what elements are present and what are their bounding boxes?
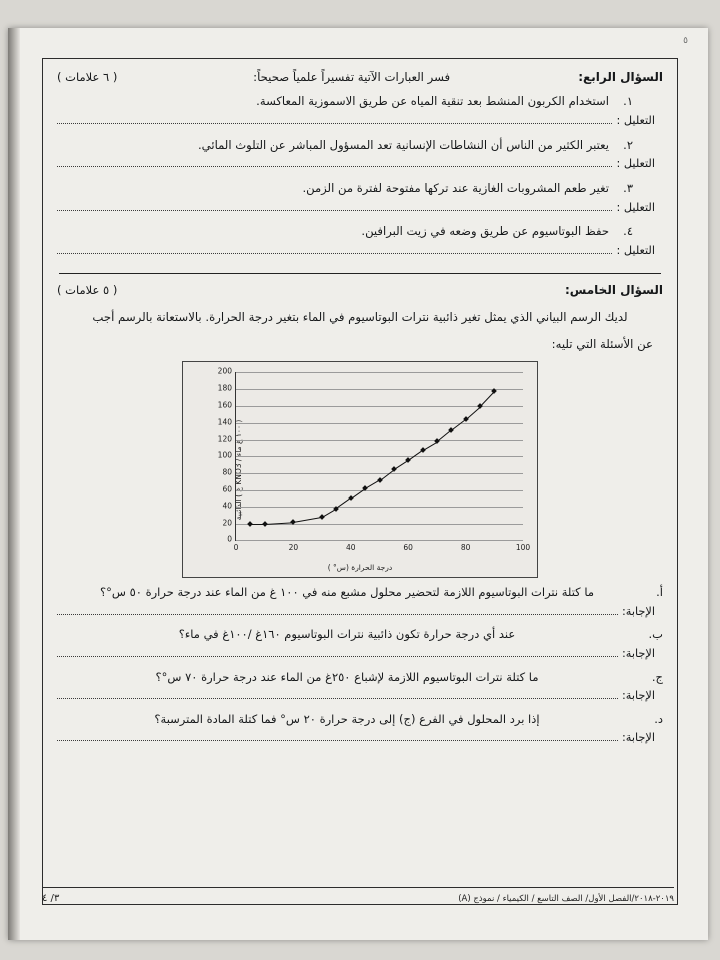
chart-data-point [377, 477, 383, 483]
item-text: يعتبر الكثير من الناس أن النشاطات الإنسانية تعد المسؤول المباشر عن التلوث المائي. [198, 137, 609, 152]
question-4-item [57, 180, 663, 197]
chart-y-tick: 60 [222, 484, 232, 494]
answer-line [57, 243, 663, 259]
item-text: حفظ البوتاسيوم عن طريق وضعه في زيت البرافين. [361, 223, 609, 238]
answer-label: الإجابة: [621, 731, 655, 745]
chart-x-axis-label: درجة الحرارة (س° ) [327, 562, 393, 572]
sub-text: إذا برد المحلول في الفرع (ج) إلى درجة حرارة ٢٠ س° فما كتلة المادة المترسبة؟ [154, 711, 540, 726]
chart-plot-area [217, 366, 531, 553]
answer-dots[interactable] [57, 688, 618, 699]
chart-y-tick: 160 [217, 400, 232, 410]
chart-y-tick: 100 [217, 450, 232, 460]
chart-y-tick: 20 [222, 518, 232, 528]
chart-gridline [236, 490, 523, 491]
question-5-marks: ( ٥ علامات ) [57, 283, 118, 298]
chart-plot [217, 366, 531, 553]
question-4-item [57, 223, 663, 240]
chart-gridline [236, 473, 523, 474]
question-5-sub [57, 711, 663, 728]
chart-y-tick: 200 [217, 366, 232, 376]
question-4-marks: ( ٦ علامات ) [57, 70, 118, 84]
answer-dots[interactable] [57, 730, 618, 741]
chart-x-tick: 0 [233, 543, 239, 553]
item-text: تغير طعم المشروبات الغازية عند تركها مفتوحة لفترة من الزمن. [302, 180, 609, 195]
chart-x-tick: 20 [288, 543, 299, 553]
answer-dots[interactable] [57, 156, 612, 167]
answer-line [57, 646, 663, 662]
chart-gridline [236, 540, 523, 541]
item-number: ٢. [623, 137, 633, 152]
chart-y-tick: 140 [217, 417, 232, 427]
chart-gridline [236, 507, 523, 508]
answer-label: الإجابة: [621, 605, 655, 619]
chart-gridline [236, 389, 523, 390]
page-footer [42, 893, 674, 904]
question-4-header [57, 69, 663, 86]
corner-mark: ٥ [683, 36, 688, 46]
solubility-chart [182, 361, 538, 578]
question-4-title: السؤال الرابع: [578, 70, 663, 84]
sub-letter: د. [654, 711, 663, 726]
chart-gridline [236, 440, 523, 441]
chart-data-point [262, 521, 268, 527]
answer-dots[interactable] [57, 646, 618, 657]
item-number: ١. [623, 94, 633, 109]
chart-y-tick: 80 [222, 467, 232, 477]
question-5-title: السؤال الخامس: [564, 283, 663, 298]
answer-label: التعليل : [616, 200, 655, 214]
answer-label: التعليل : [616, 243, 655, 257]
answer-label: التعليل : [616, 157, 655, 171]
item-number: ٣. [623, 180, 633, 195]
chart-x-tick: 60 [403, 543, 413, 553]
answer-dots[interactable] [57, 200, 612, 211]
answer-line [57, 113, 663, 129]
chart-gridline [236, 372, 523, 373]
question-4-item [57, 137, 663, 154]
answer-line [57, 604, 663, 620]
sub-letter: ج. [651, 669, 663, 684]
item-number: ٤. [623, 223, 633, 238]
page-number: ٣/ ٤ [42, 893, 60, 904]
chart-gridline [236, 456, 523, 457]
question-4-stem: فسر العبارات الآتية تفسيراً علمياً صحيحاً: [253, 70, 451, 84]
footer-divider [42, 887, 674, 888]
exam-content [43, 59, 677, 904]
footer-left-text: ٢٠١٩-٢٠١٨/الفصل الأول/ الصف التاسع / الكيمياء / نموذج (A) [458, 894, 674, 904]
question-5-stem-line-1: لديك الرسم البياني الذي يمثل تغير ذائبية نترات البوتاسيوم في الماء بتغير درجة الحرارة. بالاستعانة بالرسم أجب [92, 310, 628, 325]
chart-x-tick: 100 [515, 543, 531, 553]
answer-line [57, 156, 663, 172]
exam-frame [42, 58, 678, 905]
chart-data-point [348, 496, 354, 502]
answer-label: التعليل : [616, 114, 655, 128]
question-4-item [57, 93, 663, 110]
paper-sheet [8, 28, 708, 940]
sub-text: عند أي درجة حرارة تكون ذائبية نترات البوتاسيوم ١٦٠غ /١٠٠غ في ماء؟ [178, 627, 516, 642]
question-5-header [57, 282, 663, 299]
chart-data-point [248, 521, 254, 527]
chart-y-tick: 0 [227, 534, 232, 544]
chart-line-segment [293, 517, 322, 523]
chart-y-tick: 40 [222, 501, 232, 511]
item-text: استخدام الكربون المنشط بعد تنقية المياه عن طريق الاسموزية المعاكسة. [256, 94, 609, 109]
sub-letter: أ. [656, 585, 663, 600]
answer-dots[interactable] [57, 243, 612, 254]
answer-label: الإجابة: [621, 647, 655, 661]
chart-x-tick: 80 [460, 543, 471, 553]
chart-gridline [236, 423, 523, 424]
answer-line [57, 688, 663, 704]
question-5-sub [57, 669, 663, 686]
chart-y-tick: 120 [217, 434, 232, 444]
section-divider [59, 273, 661, 274]
question-5-sub [57, 584, 663, 601]
answer-label: الإجابة: [621, 689, 655, 703]
chart-y-tick: 180 [217, 383, 232, 393]
sub-letter: ب. [648, 627, 663, 642]
answer-dots[interactable] [57, 604, 618, 615]
sub-text: ما كتلة نترات البوتاسيوم اللازمة لتحضير محلول مشبع منه في ١٠٠ غ من الماء عند درجة حرارة ٥٠ س°؟ [100, 585, 594, 600]
question-5-stem-line-2: عن الأسئلة التي تليه: [551, 337, 653, 352]
answer-dots[interactable] [57, 113, 612, 124]
question-5-sub [57, 626, 663, 643]
answer-line [57, 200, 663, 216]
chart-y-axis-label: الذائبية ( غ KNO3 / ١٠٠ غ ماء ) [233, 419, 243, 521]
sub-text: ما كتلة نترات البوتاسيوم اللازمة لإشباع ٢٥٠غ من الماء عند درجة حرارة ٧٠ س°؟ [155, 669, 539, 684]
chart-x-tick: 40 [346, 543, 356, 553]
answer-line [57, 730, 663, 746]
